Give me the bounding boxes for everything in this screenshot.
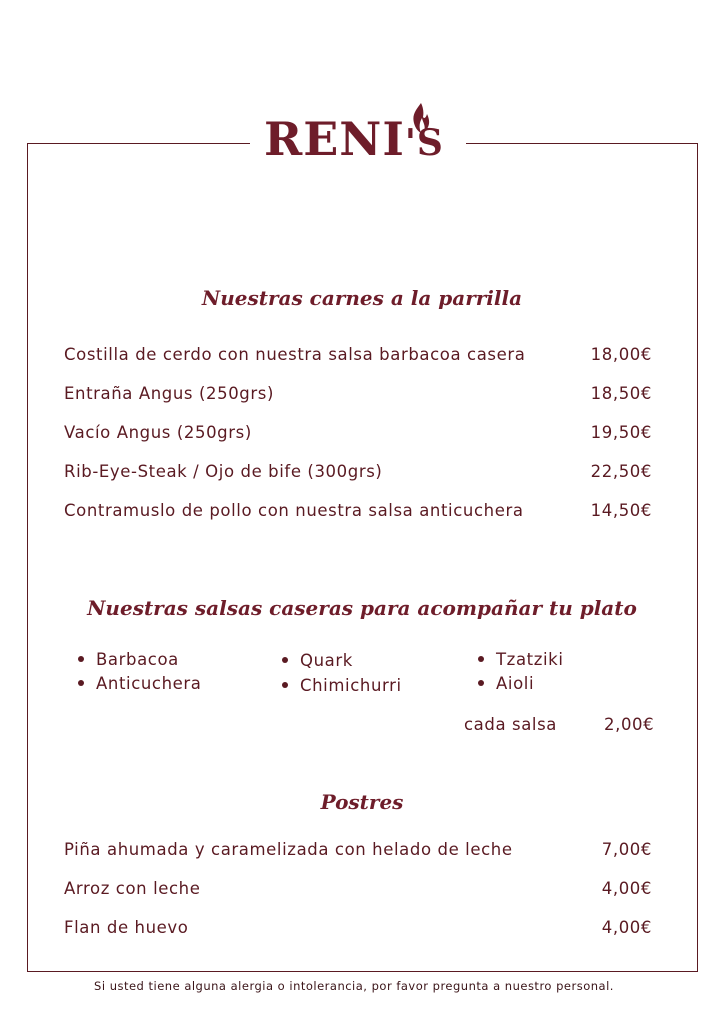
bullet-icon xyxy=(478,656,484,662)
menu-item xyxy=(64,840,652,864)
sauce-name: Anticuchera xyxy=(96,674,202,693)
item-name: Arroz con leche xyxy=(64,879,201,898)
menu-item xyxy=(64,384,652,408)
item-name: Vacío Angus (250grs) xyxy=(64,423,252,442)
section-title-salsas: Nuestras salsas caseras para acompañar tu plato xyxy=(87,596,637,620)
sauce-item xyxy=(282,676,402,695)
sauce-item xyxy=(478,650,564,669)
menu-item xyxy=(64,423,652,447)
item-price: 19,50€ xyxy=(590,423,652,442)
bullet-icon xyxy=(282,682,288,688)
bullet-icon xyxy=(78,680,84,686)
section-title-carnes: Nuestras carnes a la parrilla xyxy=(201,286,523,310)
item-name: Piña ahumada y caramelizada con helado de leche xyxy=(64,840,513,859)
item-name: Contramuslo de pollo con nuestra salsa anticuchera xyxy=(64,501,524,520)
sauce-item xyxy=(78,650,179,669)
sauce-name: Quark xyxy=(300,651,353,670)
menu-item xyxy=(64,345,652,369)
sauce-price-label: cada salsa xyxy=(464,715,558,734)
item-price: 22,50€ xyxy=(590,462,652,481)
item-price: 4,00€ xyxy=(601,918,652,937)
item-name: Entraña Angus (250grs) xyxy=(64,384,274,403)
menu-item xyxy=(64,918,652,942)
section-title-postres: Postres xyxy=(320,790,404,814)
menu-item xyxy=(64,879,652,903)
bullet-icon xyxy=(78,656,84,662)
logo-main: RENI xyxy=(264,112,405,166)
item-price: 18,00€ xyxy=(590,345,652,364)
menu-item xyxy=(64,462,652,486)
flame-icon xyxy=(410,102,432,136)
menu-item xyxy=(64,501,652,525)
item-price: 4,00€ xyxy=(601,879,652,898)
item-name: Flan de huevo xyxy=(64,918,189,937)
bullet-icon xyxy=(478,680,484,686)
item-name: Costilla de cerdo con nuestra salsa barbacoa casera xyxy=(64,345,526,364)
logo xyxy=(250,100,466,180)
item-price: 7,00€ xyxy=(601,840,652,859)
sauce-name: Aioli xyxy=(496,674,535,693)
sauce-item xyxy=(478,674,534,693)
sauce-price: 2,00€ xyxy=(604,715,655,734)
item-price: 14,50€ xyxy=(590,501,652,520)
sauce-item xyxy=(282,651,353,670)
logo-suffix: 'S xyxy=(404,122,444,164)
sauce-name: Tzatziki xyxy=(496,650,564,669)
bullet-icon xyxy=(282,657,288,663)
allergy-note: Si usted tiene alguna alergia o intolerancia, por favor pregunta a nuestro personal. xyxy=(94,979,614,993)
item-name: Rib-Eye-Steak / Ojo de bife (300grs) xyxy=(64,462,383,481)
sauce-name: Chimichurri xyxy=(300,676,402,695)
item-price: 18,50€ xyxy=(590,384,652,403)
sauce-item xyxy=(78,674,202,693)
sauce-name: Barbacoa xyxy=(96,650,179,669)
